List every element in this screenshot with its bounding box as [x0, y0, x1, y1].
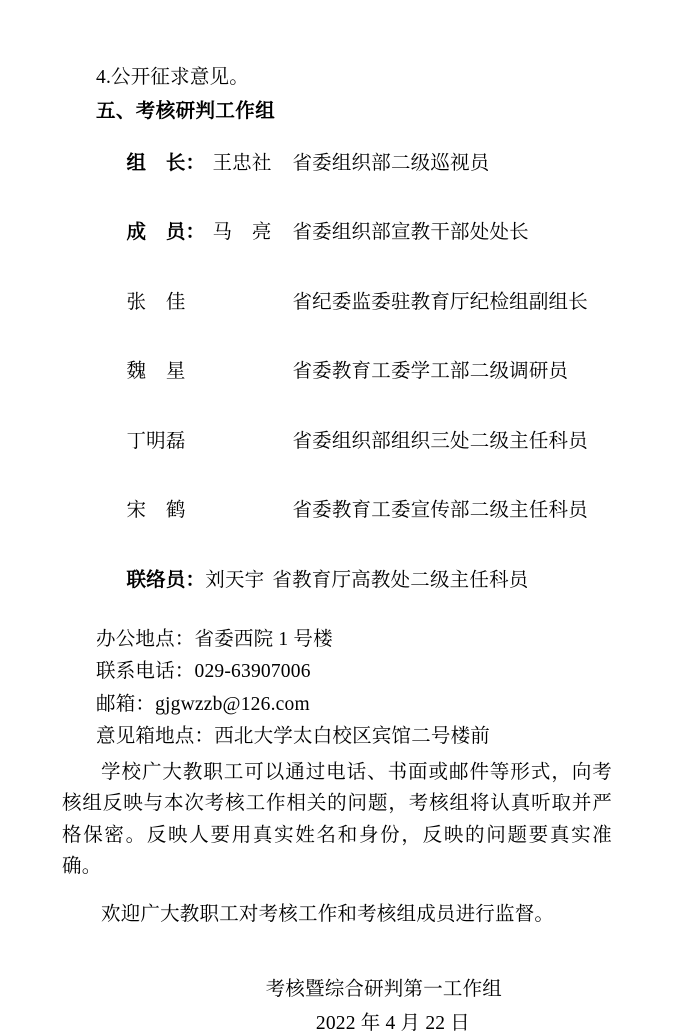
contact-phone: 联系电话：029-63907006 — [96, 661, 311, 682]
paragraph-feedback: 学校广大教职工可以通过电话、书面或邮件等形式，向考核组反映与本次考核工作相关的问题，考核组将认真听取并严格保密。反映人要用真实姓名和身份，反映的问题要真实准确。 — [62, 761, 612, 878]
roster-title: 省委组织部二级巡视员 — [292, 152, 490, 174]
signature-organization: 考核暨综合研判第一工作组 — [265, 979, 502, 1001]
roster-row — [96, 412, 620, 471]
document-body — [62, 68, 620, 1033]
liaison-name: 刘天宇 — [205, 569, 265, 591]
roster-name: 魏 星 — [126, 361, 186, 382]
signature-date: 2022 年 4 月 22 日 — [315, 1012, 470, 1034]
roster-row — [96, 273, 620, 332]
roster-name: 丁明磊 — [126, 430, 186, 452]
roster-title: 省纪委监委驻教育厅纪检组副组长 — [292, 291, 588, 313]
liaison-role: 联络员： — [126, 569, 206, 591]
contact-suggestion-box: 意见箱地点：西北大学太白校区宾馆二号楼前 — [96, 726, 491, 747]
liaison-title: 省教育厅高教处二级主任科员 — [272, 569, 529, 591]
roster-title: 省委教育工委宣传部二级主任科员 — [292, 500, 588, 521]
contact-email: 邮箱：gjgwzzb@126.com — [96, 693, 310, 715]
roster-row — [96, 482, 620, 541]
roster-name: 宋 鹤 — [126, 500, 186, 521]
contact-office-location: 办公地点：省委西院 1 号楼 — [96, 628, 333, 650]
list-item-4: 4.公开征求意见。 — [96, 67, 249, 88]
roster-title: 省委教育工委学工部二级调研员 — [292, 361, 569, 382]
paragraph-supervision: 欢迎广大教职工对考核工作和考核组成员进行监督。 — [101, 903, 555, 925]
roster-name: 张 佳 — [126, 291, 186, 313]
roster-role: 组 长： — [126, 152, 206, 174]
section-heading: 五、考核研判工作组 — [96, 100, 276, 122]
roster-row — [96, 204, 620, 263]
roster-name: 马 亮 — [212, 222, 272, 243]
roster-row — [96, 343, 620, 402]
roster-name: 王忠社 — [212, 152, 272, 174]
roster-role: 成 员： — [126, 222, 206, 243]
roster-row — [96, 134, 620, 193]
roster-title: 省委组织部组织三处二级主任科员 — [292, 430, 588, 452]
roster-title: 省委组织部宣教干部处处长 — [292, 222, 529, 243]
liaison-row — [96, 551, 620, 610]
